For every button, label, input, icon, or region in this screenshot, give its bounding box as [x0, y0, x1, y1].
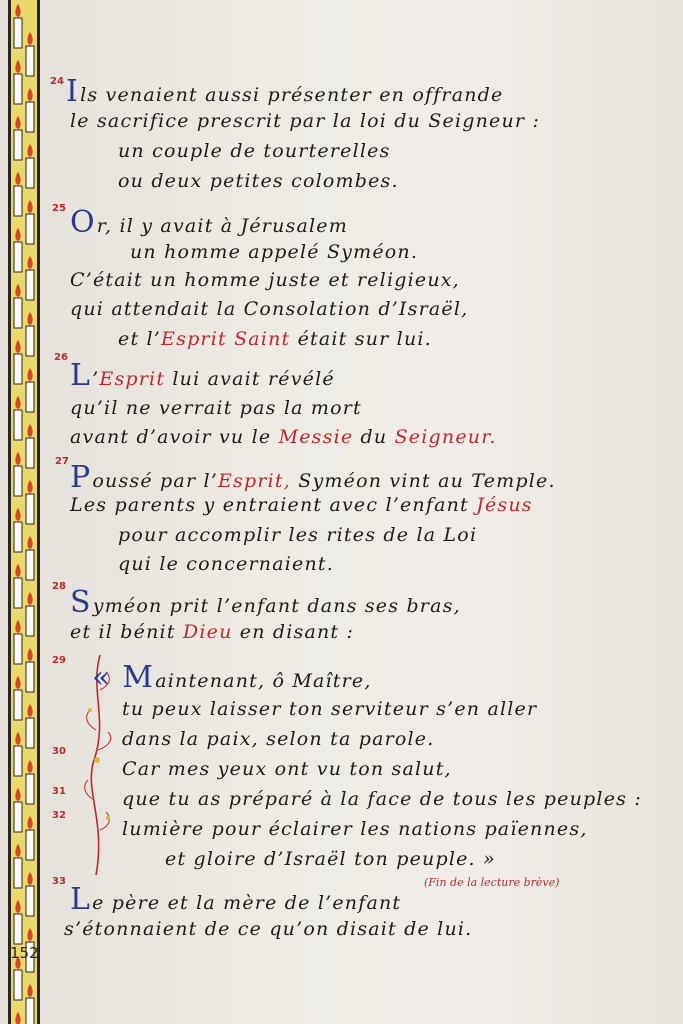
verse-number: 29 [52, 655, 66, 666]
verse-line [70, 205, 348, 240]
text-run: lui avait révélé [165, 368, 335, 390]
text-run: Syméon vint au Temple. [291, 470, 556, 492]
verse-line [70, 269, 460, 291]
text-run: Car mes yeux ont vu ton salut, [122, 758, 452, 780]
candle-icon [26, 830, 34, 860]
candle-icon [14, 746, 22, 776]
verse-line [122, 818, 588, 840]
verse-line [70, 397, 362, 419]
drop-initial: S [70, 585, 92, 620]
drop-initial: I [66, 74, 80, 109]
verse-line [118, 553, 334, 575]
verse-line [118, 170, 399, 192]
text-run: ls venaient aussi présenter en offrande [80, 84, 504, 106]
candle-icon [14, 410, 22, 440]
text-run: le sacrifice prescrit par la loi du Seigneur : [70, 110, 541, 132]
verse-line [70, 494, 533, 516]
verse-number: 26 [54, 352, 68, 363]
text-run: C’était un homme juste et religieux, [70, 269, 460, 291]
verse-line [70, 585, 461, 620]
candle-icon [14, 298, 22, 328]
text-run: oussé par l’ [92, 470, 218, 492]
verse-line [122, 728, 434, 750]
candle-icon [26, 158, 34, 188]
candle-icon [26, 662, 34, 692]
candle-icon [26, 606, 34, 636]
verse-line [92, 660, 372, 695]
text-run: pour accomplir les rites de la Loi [118, 524, 478, 546]
text-run: e père et la mère de l’enfant [92, 892, 402, 914]
candle-icon [26, 326, 34, 356]
candle-icon [26, 270, 34, 300]
rubric-text: Seigneur. [394, 426, 497, 448]
candle-icon [26, 774, 34, 804]
verse-number: 27 [55, 456, 69, 467]
text-run: aintenant, ô Maître, [155, 670, 372, 692]
text-run: qui le concernaient. [118, 553, 334, 575]
text-run: un homme appelé Syméon. [130, 241, 419, 263]
rubric-text: Dieu [182, 621, 233, 643]
text-run: lumière pour éclairer les nations païennes, [122, 818, 588, 840]
verse-line [122, 758, 452, 780]
text-run: s’étonnaient de ce qu’on disait de lui. [64, 918, 473, 940]
verse-number: 31 [52, 786, 66, 797]
candle-icon [14, 354, 22, 384]
rubric-text: Esprit Saint [161, 328, 291, 350]
candle-icon [14, 970, 22, 1000]
closing-note: (Fin de la lecture brève) [424, 876, 560, 889]
candle-icon [14, 634, 22, 664]
verse-line [70, 621, 354, 643]
drop-initial: L [70, 358, 92, 393]
candle-icon [14, 690, 22, 720]
verse-line [70, 426, 497, 448]
verse-number: 32 [52, 810, 66, 821]
text-run: du [353, 426, 395, 448]
candle-icon [26, 886, 34, 916]
candle-icon [14, 858, 22, 888]
text-run: et gloire d’Israël ton peuple. » [165, 848, 496, 870]
text-run: qu’il ne verrait pas la mort [70, 397, 362, 419]
candle-icon [26, 438, 34, 468]
candle-icon [14, 522, 22, 552]
candle-icon [26, 718, 34, 748]
candle-icon [26, 214, 34, 244]
rubric-text: Messie [278, 426, 354, 448]
candle-icon [14, 186, 22, 216]
verse-line [118, 140, 391, 162]
verse-line [70, 882, 401, 917]
text-run: qui attendait la Consolation d’Israël, [70, 298, 469, 320]
candle-icon [26, 494, 34, 524]
candle-icon [26, 46, 34, 76]
verse-line [122, 788, 642, 810]
candle-icon [14, 18, 22, 48]
candle-icon [14, 466, 22, 496]
verse-line [64, 918, 472, 940]
text-run: avant d’avoir vu le [70, 426, 279, 448]
verse-line [66, 74, 504, 109]
text-run: était sur lui. [290, 328, 432, 350]
text-run: et l’ [118, 328, 162, 350]
verse-line [70, 110, 540, 132]
text-run: r, il y avait à Jérusalem [96, 215, 348, 237]
candle-border-decoration [8, 0, 40, 1024]
drop-initial: P [70, 460, 92, 495]
rubric-text: Jésus [476, 494, 533, 516]
verse-line [118, 524, 477, 546]
candle-icon [14, 242, 22, 272]
drop-initial: O [70, 205, 96, 240]
candle-icon [26, 102, 34, 132]
verse-number: 24 [50, 76, 64, 87]
drop-initial: « M [92, 660, 155, 695]
page-number: 152 [10, 944, 39, 962]
verse-line [165, 848, 496, 870]
text-run: Les parents y entraient avec l’enfant [70, 494, 477, 516]
text-run: dans la paix, selon ta parole. [122, 728, 435, 750]
candle-icon [14, 130, 22, 160]
verse-number: 30 [52, 746, 66, 757]
verse-line [130, 241, 418, 263]
text-run: que tu as préparé à la face de tous les peuples : [122, 788, 642, 810]
verse-line [70, 460, 556, 495]
candle-icon [26, 550, 34, 580]
verse-line [70, 358, 335, 393]
candle-icon [26, 998, 34, 1024]
candle-icon [14, 74, 22, 104]
text-run: en disant : [232, 621, 355, 643]
verse-number: 33 [52, 876, 66, 887]
candle-icon [14, 578, 22, 608]
verse-number: 25 [52, 203, 66, 214]
text-run: et il bénit [70, 621, 183, 643]
text-run: un couple de tourterelles [118, 140, 391, 162]
text-run: ou deux petites colombes. [118, 170, 399, 192]
rubric-text: Esprit, [217, 470, 292, 492]
drop-initial: L [70, 882, 92, 917]
candle-icon [14, 914, 22, 944]
text-run: yméon prit l’enfant dans ses bras, [92, 595, 461, 617]
candle-icon [26, 382, 34, 412]
text-run: tu peux laisser ton serviteur s’en aller [122, 698, 538, 720]
verse-number: 28 [52, 581, 66, 592]
text-run: ’ [92, 368, 100, 390]
candle-icon [14, 802, 22, 832]
verse-line [122, 698, 537, 720]
rubric-text: Esprit [99, 368, 166, 390]
verse-line [70, 298, 468, 320]
verse-line [118, 328, 432, 350]
